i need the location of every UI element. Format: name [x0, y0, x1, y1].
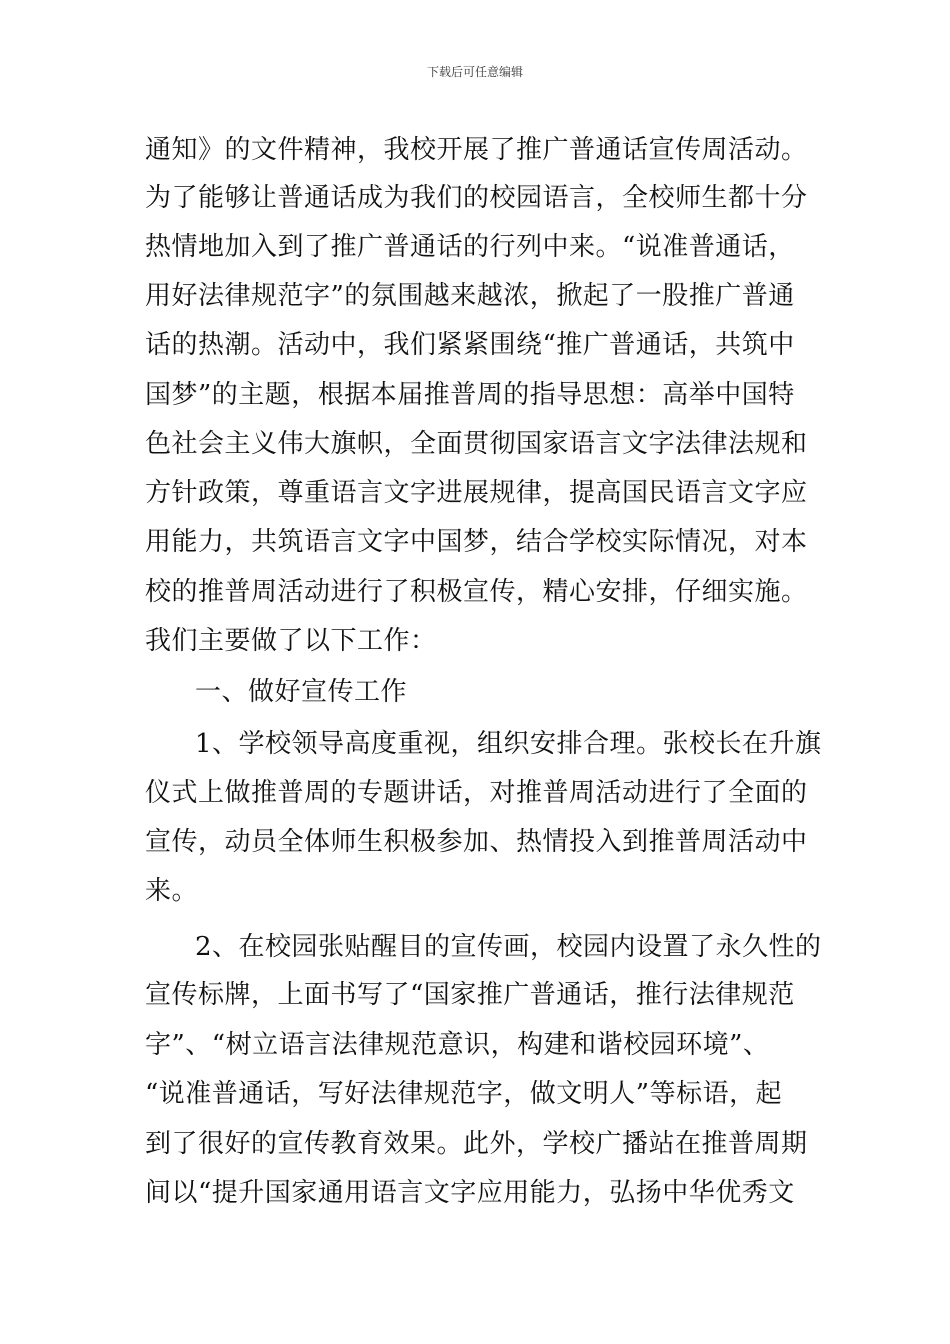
- text-line: 热情地加入到了推广普通话的行列中来。“说准普通话，: [145, 232, 795, 262]
- text-line: 1、学校领导高度重视，组织安排合理。张校长在升旗: [195, 729, 822, 759]
- text-line: 用能力，共筑语言文字中国梦，结合学校实际情况，对本: [145, 527, 808, 557]
- section-heading: 一、做好宣传工作: [195, 677, 408, 707]
- text-line: 为了能够让普通话成为我们的校园语言，全校师生都十分: [145, 183, 808, 213]
- text-line: 色社会主义伟大旗帜，全面贯彻国家语言文字法律法规和: [145, 429, 808, 459]
- text-line: 到了很好的宣传教育效果。此外，学校广播站在推普周期: [145, 1129, 808, 1159]
- text-line: 话的热潮。活动中，我们紧紧围绕“推广普通话，共筑中: [145, 330, 795, 360]
- text-line: 宣传标牌，上面书写了“国家推广普通话，推行法律规范: [145, 980, 795, 1010]
- text-line: 用好法律规范字”的氛围越来越浓，掀起了一股推广普通: [145, 281, 795, 311]
- text-line: 2、在校园张贴醒目的宣传画，校园内设置了永久性的: [195, 932, 822, 962]
- text-line: 方针政策，尊重语言文字进展规律，提高国民语言文字应: [145, 478, 808, 508]
- text-line: 来。: [145, 876, 199, 906]
- text-line: 字”、“树立语言法律规范意识，构建和谐校园环境”、: [145, 1030, 770, 1060]
- text-line: 宣传，动员全体师生积极参加、热情投入到推普周活动中: [145, 827, 808, 857]
- text-line: 间以“提升国家通用语言文字应用能力，弘扬中华优秀文: [145, 1178, 795, 1208]
- page-header-note: 下载后可任意编辑: [426, 65, 523, 79]
- text-line: 仪式上做推普周的专题讲话，对推普周活动进行了全面的: [145, 778, 808, 808]
- text-line: 通知》的文件精神，我校开展了推广普通话宣传周活动。: [145, 135, 808, 165]
- text-line: 我们主要做了以下工作：: [145, 626, 437, 656]
- text-line: 国梦”的主题，根据本届推普周的指导思想：高举中国特: [145, 380, 795, 410]
- text-line: “说准普通话，写好法律规范字，做文明人”等标语，起: [145, 1079, 783, 1109]
- text-line: 校的推普周活动进行了积极宣传，精心安排，仔细实施。: [145, 577, 808, 607]
